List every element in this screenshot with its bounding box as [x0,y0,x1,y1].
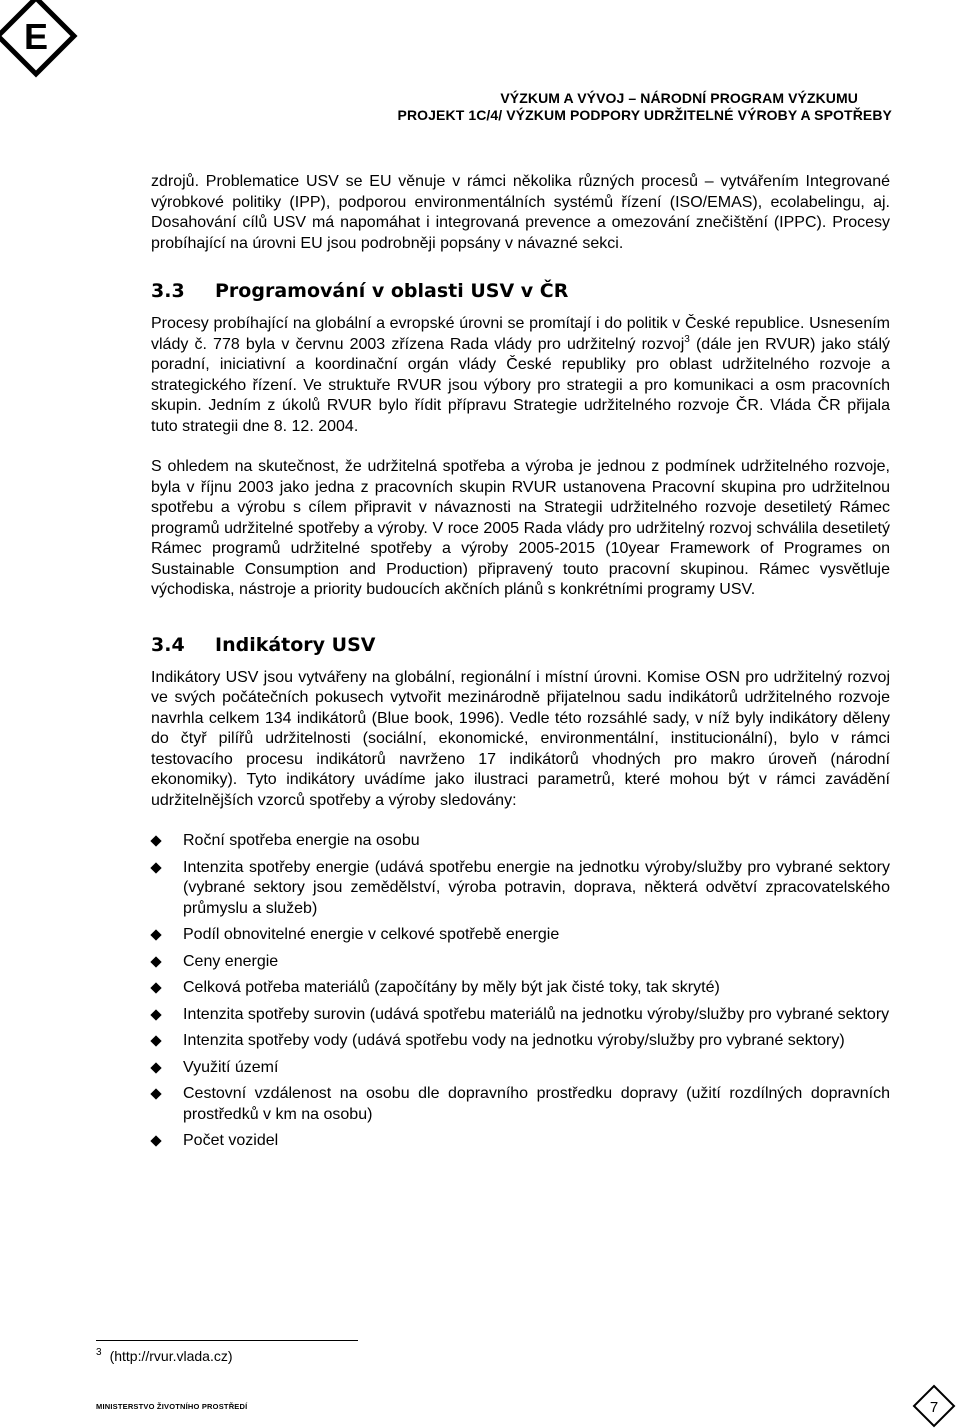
section-3-3-paragraph-1 [151,314,890,437]
list-item-text: Celková potřeba materiálů (započítány by měly být jak čisté toky, tak skryté) [183,979,720,996]
list-item-text: Ceny energie [183,952,279,970]
section-3-4-heading [151,633,890,657]
list-item [151,952,890,973]
section-3-3-heading [151,279,890,303]
list-item [151,831,890,852]
header-project: PROJEKT 1C/4/ VÝZKUM PODPORY UDRŽITELNÉ VÝROBY A SPOTŘEBY [397,107,892,123]
diamond-bullet-icon [150,956,161,967]
diamond-bullet-icon [150,929,161,940]
page-number-badge [912,1384,956,1428]
footnote-divider [96,1340,358,1341]
diamond-bullet-icon [150,1135,161,1146]
section-title: Indikátory USV [215,633,376,656]
footnote-reference: 3 [684,333,690,345]
list-item [151,1131,890,1152]
list-item [151,925,890,946]
section-number: 3.3 [151,280,185,302]
paragraph-text: (dále jen RVUR) jako stálý poradní, iniciativní a koordinační orgán vlády České republiky pro oblast udržitelného rozvoje a strategického řízení. Ve struktuře RVUR jsou výbory pro strategii a pro komunikaci a osm pracovních skupin. Jedním z úkolů RVUR bylo řídit přípravu Strategie udržitelného rozvoje ČR. Vláda ČR přijala tuto strategii dne 8. 12. 2004. [151,335,891,435]
intro-paragraph: zdrojů. Problematice USV se EU věnuje v rámci několika různých procesů – vytvářením Integrované výrobkové politiky (IPP), podporou environmentálních systémů řízení (ISO/EMAS), ecolabelingu, aj. Dosahování cílů USV má napomáhat i integrovaná prevence a omezování znečištění (IPPC). Procesy probíhající na úrovni EU jsou podrobněji popsány v návazné sekci. [151,173,890,252]
diamond-bullet-icon [150,1062,161,1073]
list-item-text: Roční spotřeba energie na osobu [183,832,420,849]
page-number: 7 [929,1399,939,1416]
list-item [151,1031,890,1052]
diamond-bullet-icon [150,1035,161,1046]
list-item [151,858,890,920]
logo-letter: E [23,16,49,57]
footnote-link[interactable]: (http://rvur.vlada.cz) [109,1348,233,1364]
list-item [151,1005,890,1026]
header-program: VÝZKUM A VÝVOJ – NÁRODNÍ PROGRAM VÝZKUMU [500,90,858,106]
section-title: Programování v oblasti USV v ČR [215,280,569,302]
project-logo [0,0,78,78]
list-item [151,978,890,999]
list-item-text: Intenzita spotřeby vody (udává spotřebu vody na jednotku výroby/služby pro vybrané sektory) [183,1032,845,1049]
document-body [151,172,890,1158]
list-item [151,1058,890,1079]
list-item [151,1084,890,1125]
list-item-text: Využití území [183,1058,279,1076]
section-3-3-paragraph-2: S ohledem na skutečnost, že udržitelná spotřeba a výroba je jednou z podmínek udržitelného rozvoje, byla v říjnu 2003 jako jedna z pracovních skupin RVUR ustanovena Pracovní skupina pro udržitelnou spotřebu a výrobu s cílem připravit v návaznosti na Strategii udržitelného rozvoje desetiletý Rámec programů udržitelné spotřeby a výroby. V roce 2005 Rada vlády pro udržitelný rozvoj schválila desetiletý Rámec programů udržitelné spotřeby a výroby 2005-2015 (10year Framework of Programes on Sustainable Consumption and Production) připravený touto pracovní skupinou. Rámec vysvětluje východiska, nástroje a priority budoucích akčních plánů s konkrétními programy USV. [151,458,890,598]
list-item-text: Intenzita spotřeby surovin (udává spotřebu materiálů na jednotku výroby/služby pro vybrané sektory [183,1005,890,1023]
diamond-bullet-icon [150,835,161,846]
list-item-text: Počet vozidel [183,1132,279,1149]
paragraph-text: Procesy probíhající na globální a evropské úrovni se promítají i do politik v České republice. Usnesením vlády č. 778 byla v červnu 2003 zřízena Rada vlády pro udržitelný rozvoj [151,315,890,353]
footnote-number: 3 [96,1347,102,1358]
diamond-bullet-icon [150,982,161,993]
section-number: 3.4 [151,633,185,656]
footer-ministry: MINISTERSTVO ŽIVOTNÍHO PROSTŘEDÍ [96,1402,248,1411]
list-item-text: Podíl obnovitelné energie v celkové spotřebě energie [183,926,560,943]
diamond-bullet-icon [150,862,161,873]
list-item-text: Cestovní vzdálenost na osobu dle dopravního prostředku dopravy (užití rozdílných dopravních prostředků v km na osobu) [183,1085,890,1123]
section-3-4-paragraph-1: Indikátory USV jsou vytvářeny na globální, regionální i místní úrovni. Komise OSN pro udržitelný rozvoj ve svých počátečních pokusech vytvořit mezinárodně přijatelnou sadu indikátorů udržitelného rozvoje navrhla celkem 134 indikátorů (Blue book, 1996). Vedle této rozsáhlé sady, v níž byly indikátory děleny do čtyř pilířů udržitelnosti (sociální, ekonomické, environmentální, institucionální), bylo v rámci testovacího procesu indikátorů navrženo 17 indikátorů vhodných pro makro úroveň (národní ekonomiky). Tyto indikátory uvádíme jako ilustraci parametrů, které mohou být v rámci zavádění udržitelnějších vzorců spotřeby a výroby sledovány: [151,668,890,809]
page-header [398,90,892,124]
indicator-list [151,831,890,1152]
diamond-bullet-icon [150,1009,161,1020]
footnote [96,1348,233,1364]
list-item-text: Intenzita spotřeby energie (udává spotřebu energie na jednotku výroby/služby pro vybrané sektory (vybrané sektory jsou zemědělství, výroba potravin, doprava, některá odvětví zpracovatelského průmyslu a služeb) [183,858,890,917]
diamond-bullet-icon [150,1088,161,1099]
